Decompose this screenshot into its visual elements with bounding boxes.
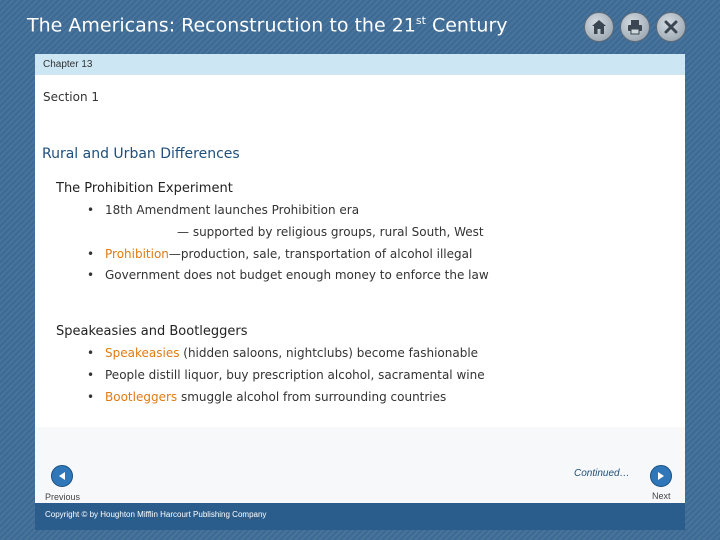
previous-button[interactable] bbox=[51, 465, 73, 487]
list-item: • People distill liquor, buy prescription alcohol, sacramental wine bbox=[87, 368, 485, 382]
term-speakeasies: Speakeasies bbox=[105, 346, 180, 360]
list-item: • 18th Amendment launches Prohibition era bbox=[87, 203, 360, 217]
copyright-text: Copyright © by Houghton Mifflin Harcourt Publishing Company bbox=[45, 510, 267, 519]
term-bootleggers: Bootleggers bbox=[105, 390, 178, 404]
top-toolbar bbox=[584, 12, 686, 42]
previous-label[interactable]: Previous bbox=[45, 492, 81, 502]
close-icon[interactable] bbox=[656, 12, 686, 42]
subheading-prohibition: The Prohibition Experiment bbox=[56, 181, 233, 196]
continued-label: Continued… bbox=[574, 468, 630, 479]
footer-bar bbox=[35, 503, 685, 530]
next-label[interactable]: Next bbox=[652, 491, 671, 501]
subheading-speakeasies: Speakeasies and Bootleggers bbox=[56, 324, 248, 339]
list-item: • Government does not budget enough money to enforce the law bbox=[87, 268, 489, 282]
arrow-right-icon bbox=[656, 471, 666, 481]
nav-panel bbox=[35, 427, 685, 503]
section-label: Section 1 bbox=[43, 90, 100, 104]
next-button[interactable] bbox=[650, 465, 672, 487]
arrow-left-icon bbox=[57, 471, 67, 481]
list-item: • Speakeasies (hidden saloons, nightclubs) become fashionable bbox=[87, 346, 479, 360]
chapter-label: Chapter 13 bbox=[43, 59, 93, 70]
term-prohibition: Prohibition bbox=[105, 247, 169, 261]
page-title: The Americans: Reconstruction to the 21st Century bbox=[27, 14, 508, 37]
print-icon[interactable] bbox=[620, 12, 650, 42]
home-icon[interactable] bbox=[584, 12, 614, 42]
list-item: • Prohibition—production, sale, transportation of alcohol illegal bbox=[87, 247, 473, 261]
chapter-bar bbox=[35, 54, 685, 75]
list-item-continuation: — supported by religious groups, rural South, West bbox=[177, 225, 484, 239]
list-item: • Bootleggers smuggle alcohol from surrounding countries bbox=[87, 390, 447, 404]
content-heading: Rural and Urban Differences bbox=[42, 146, 240, 162]
